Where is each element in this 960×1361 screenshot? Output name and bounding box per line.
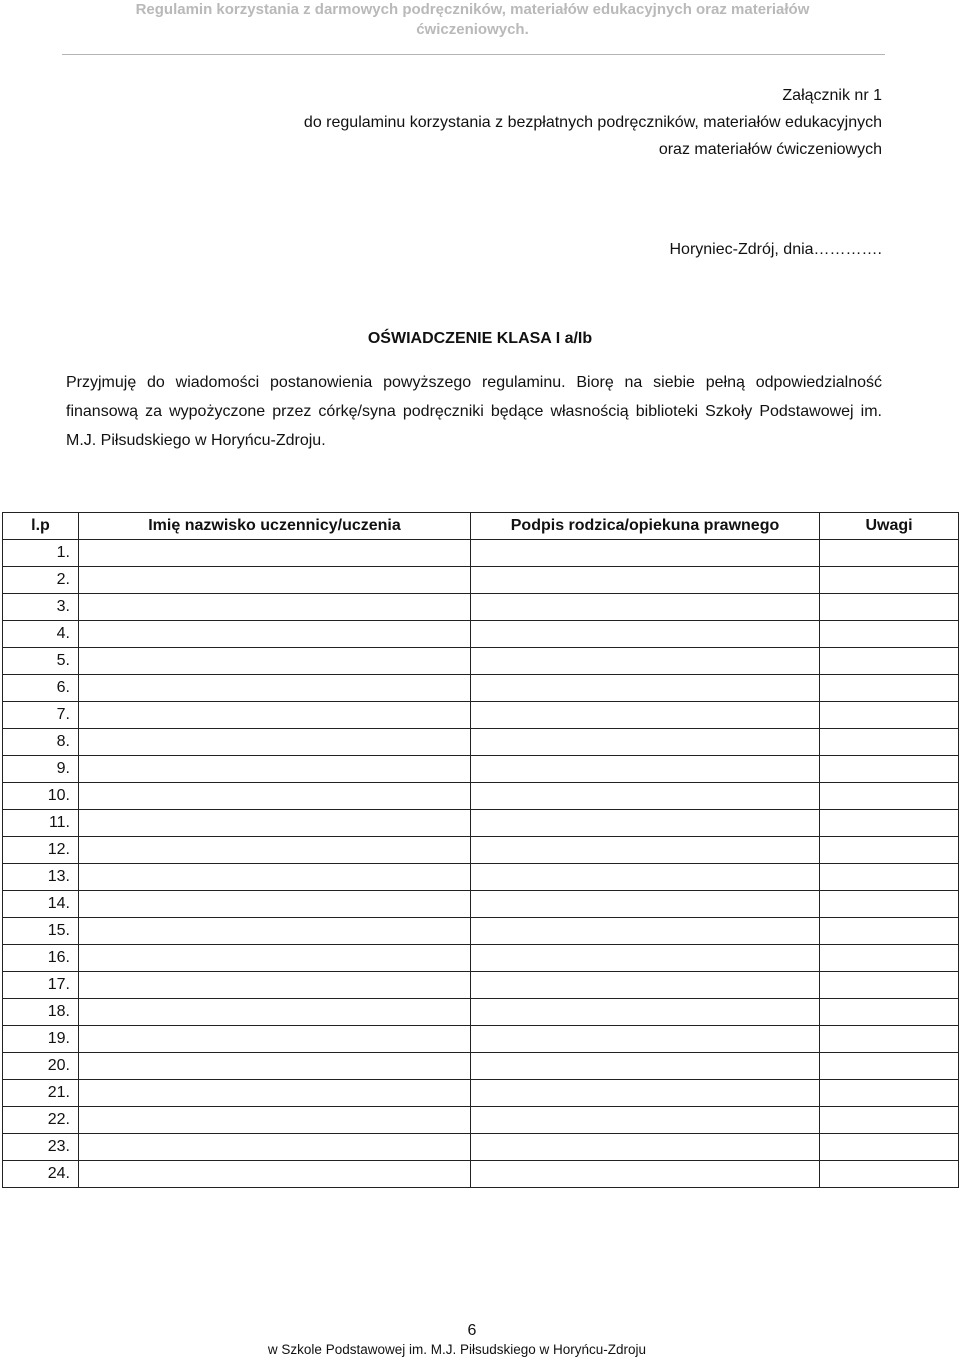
col-header-notes: Uwagi [820, 513, 959, 540]
signature-cell[interactable] [471, 972, 820, 999]
notes-cell[interactable] [820, 1080, 959, 1107]
table-row [3, 621, 959, 648]
signature-cell[interactable] [471, 1161, 820, 1188]
notes-cell[interactable] [820, 864, 959, 891]
table-row [3, 675, 959, 702]
table-row [3, 1053, 959, 1080]
signature-cell[interactable] [471, 999, 820, 1026]
table-row [3, 756, 959, 783]
place-date: Horyniec-Zdrój, dnia…………. [669, 241, 882, 258]
name-cell[interactable] [79, 999, 471, 1026]
name-cell[interactable] [79, 1107, 471, 1134]
row-number: 10. [3, 783, 79, 810]
name-cell[interactable] [79, 918, 471, 945]
name-cell[interactable] [79, 567, 471, 594]
signature-cell[interactable] [471, 945, 820, 972]
notes-cell[interactable] [820, 729, 959, 756]
notes-cell[interactable] [820, 540, 959, 567]
table-row [3, 783, 959, 810]
table-row [3, 918, 959, 945]
document-title: OŚWIADCZENIE KLASA I a/Ib [367, 330, 593, 347]
notes-cell[interactable] [820, 702, 959, 729]
name-cell[interactable] [79, 675, 471, 702]
signature-cell[interactable] [471, 1026, 820, 1053]
signature-cell[interactable] [471, 594, 820, 621]
name-cell[interactable] [79, 729, 471, 756]
row-number: 1. [3, 540, 79, 567]
name-cell[interactable] [79, 702, 471, 729]
page-footer: w Szkole Podstawowej im. M.J. Piłsudskiego w Horyńcu-Zdroju [267, 1342, 647, 1357]
name-cell[interactable] [79, 837, 471, 864]
name-cell[interactable] [79, 972, 471, 999]
table-row [3, 972, 959, 999]
row-number: 5. [3, 648, 79, 675]
table-row [3, 648, 959, 675]
table-row [3, 1134, 959, 1161]
header-line-2: ćwiczeniowych. [416, 21, 529, 38]
col-header-name: Imię nazwisko uczennicy/uczenia [79, 513, 471, 540]
table-row [3, 810, 959, 837]
row-number: 8. [3, 729, 79, 756]
notes-cell[interactable] [820, 756, 959, 783]
page-number: 6 [467, 1322, 477, 1339]
row-number: 6. [3, 675, 79, 702]
signature-table [2, 512, 959, 1188]
name-cell[interactable] [79, 594, 471, 621]
notes-cell[interactable] [820, 1053, 959, 1080]
notes-cell[interactable] [820, 837, 959, 864]
header-line-1: Regulamin korzystania z darmowych podręczników, materiałów edukacyjnych oraz materiałów [135, 1, 810, 18]
notes-cell[interactable] [820, 648, 959, 675]
col-header-lp: l.p [3, 513, 79, 540]
notes-cell[interactable] [820, 891, 959, 918]
table-row [3, 702, 959, 729]
notes-cell[interactable] [820, 1026, 959, 1053]
table-row [3, 945, 959, 972]
name-cell[interactable] [79, 810, 471, 837]
name-cell[interactable] [79, 864, 471, 891]
table-row [3, 837, 959, 864]
row-number: 22. [3, 1107, 79, 1134]
name-cell[interactable] [79, 621, 471, 648]
signature-cell[interactable] [471, 1053, 820, 1080]
notes-cell[interactable] [820, 1107, 959, 1134]
row-number: 12. [3, 837, 79, 864]
notes-cell[interactable] [820, 1134, 959, 1161]
notes-cell[interactable] [820, 1161, 959, 1188]
name-cell[interactable] [79, 891, 471, 918]
table-row [3, 540, 959, 567]
row-number: 21. [3, 1080, 79, 1107]
table-row [3, 594, 959, 621]
notes-cell[interactable] [820, 783, 959, 810]
row-number: 18. [3, 999, 79, 1026]
name-cell[interactable] [79, 1053, 471, 1080]
name-cell[interactable] [79, 945, 471, 972]
row-number: 14. [3, 891, 79, 918]
notes-cell[interactable] [820, 972, 959, 999]
table-row [3, 729, 959, 756]
row-number: 11. [3, 810, 79, 837]
row-number: 4. [3, 621, 79, 648]
notes-cell[interactable] [820, 621, 959, 648]
table-row [3, 999, 959, 1026]
signature-cell[interactable] [471, 1080, 820, 1107]
row-number: 15. [3, 918, 79, 945]
row-number: 19. [3, 1026, 79, 1053]
row-number: 2. [3, 567, 79, 594]
table-row [3, 1161, 959, 1188]
signature-cell[interactable] [471, 864, 820, 891]
signature-cell[interactable] [471, 837, 820, 864]
signature-cell[interactable] [471, 810, 820, 837]
signature-cell[interactable] [471, 621, 820, 648]
page-header [60, 0, 885, 40]
declaration-text: Przyjmuję do wiadomości postanowienia powyższego regulaminu. Biorę na siebie pełną odpowiedzialność finansową za wypożyczone przez córkę/syna podręczniki będące własnością biblioteki Szkoły Podstawowej im. M.J. Piłsudskiego w Horyńcu-Zdroju. [66, 374, 882, 449]
row-number: 24. [3, 1161, 79, 1188]
table-row [3, 1026, 959, 1053]
notes-cell[interactable] [820, 594, 959, 621]
row-number: 17. [3, 972, 79, 999]
signature-cell[interactable] [471, 918, 820, 945]
table-row [3, 1080, 959, 1107]
name-cell[interactable] [79, 648, 471, 675]
signature-cell[interactable] [471, 1134, 820, 1161]
signature-cell[interactable] [471, 648, 820, 675]
signature-cell[interactable] [471, 1107, 820, 1134]
notes-cell[interactable] [820, 945, 959, 972]
row-number: 9. [3, 756, 79, 783]
name-cell[interactable] [79, 783, 471, 810]
signature-cell[interactable] [471, 729, 820, 756]
notes-cell[interactable] [820, 999, 959, 1026]
header-divider [62, 54, 885, 55]
row-number: 23. [3, 1134, 79, 1161]
table-row [3, 864, 959, 891]
row-number: 3. [3, 594, 79, 621]
table-row [3, 1107, 959, 1134]
row-number: 7. [3, 702, 79, 729]
name-cell[interactable] [79, 540, 471, 567]
name-cell[interactable] [79, 1080, 471, 1107]
annex-note [304, 82, 882, 163]
name-cell[interactable] [79, 1161, 471, 1188]
signature-cell[interactable] [471, 675, 820, 702]
col-header-signature: Podpis rodzica/opiekuna prawnego [471, 513, 820, 540]
row-number: 20. [3, 1053, 79, 1080]
signature-cell[interactable] [471, 567, 820, 594]
name-cell[interactable] [79, 1134, 471, 1161]
row-number: 16. [3, 945, 79, 972]
name-cell[interactable] [79, 756, 471, 783]
name-cell[interactable] [79, 1026, 471, 1053]
row-number: 13. [3, 864, 79, 891]
annex-line-2: do regulaminu korzystania z bezpłatnych podręczników, materiałów edukacyjnych [303, 114, 882, 131]
table-header-row [3, 513, 959, 540]
signature-cell[interactable] [471, 756, 820, 783]
notes-cell[interactable] [820, 918, 959, 945]
table-row [3, 891, 959, 918]
signature-cell[interactable] [471, 702, 820, 729]
notes-cell[interactable] [820, 810, 959, 837]
signature-cell[interactable] [471, 540, 820, 567]
signature-cell[interactable] [471, 783, 820, 810]
signature-cell[interactable] [471, 891, 820, 918]
table-row [3, 567, 959, 594]
notes-cell[interactable] [820, 675, 959, 702]
notes-cell[interactable] [820, 567, 959, 594]
annex-line-3: oraz materiałów ćwiczeniowych [658, 141, 882, 158]
annex-line-1: Załącznik nr 1 [782, 87, 882, 104]
